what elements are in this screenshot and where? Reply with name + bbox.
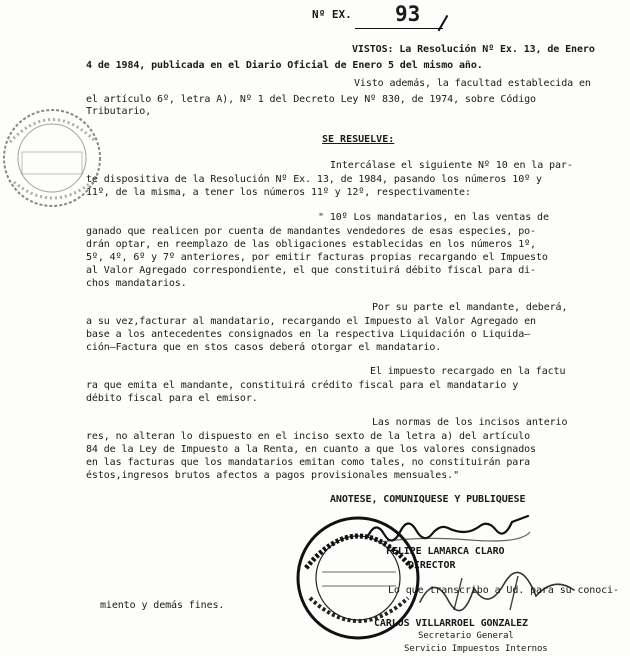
exempt-number-label: Nº EX. — [312, 8, 352, 21]
text-line: 11º, de la misma, a tener los números 11º y 12º, respectivamente: — [86, 187, 471, 198]
text-line: el artículo 6º, letra A), Nº 1 del Decreto Ley Nº 830, de 1974, sobre Código — [86, 94, 536, 105]
text-line: 84 de la Ley de Impuesto a la Renta, en cuanto a que los valores consignados — [86, 444, 536, 455]
exempt-number-value: 93 — [395, 2, 421, 26]
text-line: ción—Factura que en stos casos deberá otorgar el mandatario. — [86, 342, 442, 353]
text-line: VISTOS: La Resolución Nº Ex. 13, de Enero — [352, 44, 595, 55]
text-line: El impuesto recargado en la factu — [370, 366, 566, 377]
section-heading: SE RESUELVE: — [322, 134, 395, 145]
text-line: base a los antecedentes consignados en la respectiva Liquidación o Liquida— — [86, 329, 531, 340]
text-line: drán optar, en reemplazo de las obligaciones establecidas en los números 1º, — [86, 239, 536, 250]
text-line: en las facturas que los mandatarios emitan como tales, no constituirán para — [86, 457, 531, 468]
text-line: débito fiscal para el emisor. — [86, 393, 258, 404]
secretary-title: Secretario General — [418, 631, 514, 641]
text-line: te dispositiva de la Resolución Nº Ex. 13, de 1984, pasando los números 10º y — [86, 174, 542, 185]
signatory-title: DIRECTOR — [408, 560, 456, 571]
text-line: Por su parte el mandante, deberá, — [372, 302, 568, 313]
text-line: " 10º Los mandatarios, en las ventas de — [318, 212, 549, 223]
service-name: Servicio Impuestos Internos — [404, 644, 548, 654]
text-line: Intercálase el siguiente Nº 10 en la par- — [330, 160, 573, 171]
signatory-name: FELIPE LAMARCA CLARO — [386, 546, 505, 557]
text-line: ganado que realicen por cuenta de mandantes vendedores de esas especies, po- — [86, 226, 536, 237]
text-line: Las normas de los incisos anterio — [372, 417, 568, 428]
secretary-name: CARLOS VILLARROEL GONZALEZ — [374, 618, 528, 629]
text-line: ra que emita el mandante, constituirá crédito fiscal para el mandatario y — [86, 380, 519, 391]
closing-formula: ANOTESE, COMUNIQUESE Y PUBLIQUESE — [330, 494, 526, 505]
text-line: 4 de 1984, publicada en el Diario Oficial de Enero 5 del mismo año. — [86, 60, 483, 71]
text-line: a su vez,facturar al mandatario, recargando el Impuesto al Valor Agregado en — [86, 316, 536, 327]
text-line: chos mandatarios. — [86, 278, 187, 289]
text-line: miento y demás fines. — [100, 600, 225, 611]
text-line: éstos,ingresos brutos afectos a pagos provisionales mensuales." — [86, 470, 459, 481]
text-line: res, no alteran lo dispuesto en el inciso sexto de la letra a) del artículo — [86, 431, 531, 442]
text-line: Visto además, la facultad establecida en — [354, 78, 591, 89]
secretary-signature-icon — [414, 566, 584, 620]
director-signature-icon — [360, 506, 550, 566]
number-underline — [355, 28, 443, 29]
official-seal-left-icon — [0, 102, 110, 212]
text-line: al Valor Agregado correspondiente, el que constituirá débito fiscal para di- — [86, 265, 536, 276]
text-line: Tributario, — [86, 106, 152, 117]
text-line: Lo que transcribo a Ud. para su conoci- — [388, 585, 619, 596]
text-line: 5º, 4º, 6º y 7º anteriores, por emitir facturas propias recargando el Impuesto — [86, 252, 548, 263]
